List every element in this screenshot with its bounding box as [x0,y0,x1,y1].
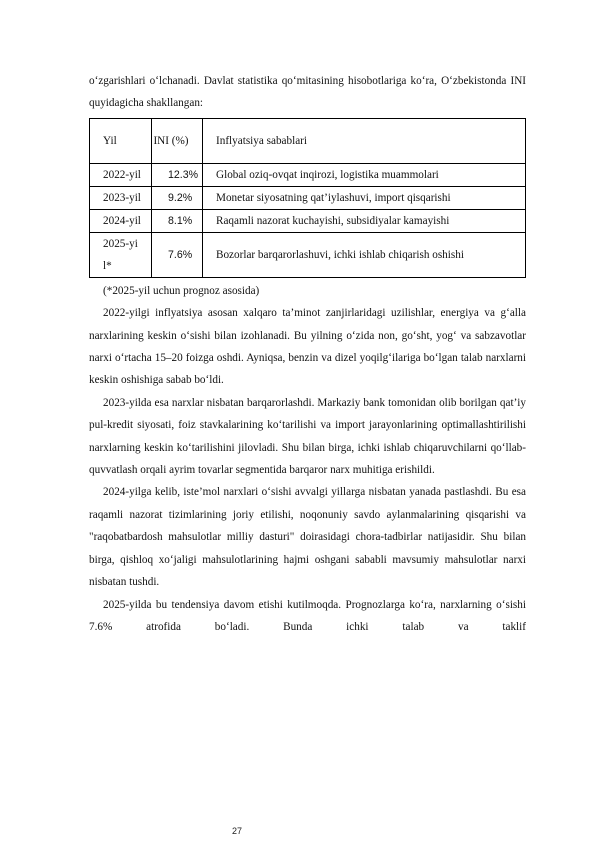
paragraph-2024: 2024-yilga kelib, iste’mol narxlari o‘sishi avvalgi yillarga nisbatan yanada pastlashdi. Bu esa raqamli nazorat tizimlarining joriy etilishi, noqonuniy savdo aylanmalarining qisqarishi va "raqobatbardosh mahsulotlar milliy dasturi" doirasidagi chora-tadbirlar natijasidir. Shu bilan birga, qishloq xo‘jaligi mahsulotlarining hajmi oshgani sababli mavsumiy mahsulotlar narxi nisbatan tushdi. [89,486,526,589]
row-cause: Global oziq-ovqat inqirozi, logistika muammolari [203,163,526,186]
inflation-table [89,118,526,278]
row-year: 2024-yil [90,209,152,232]
row-year: 2022-yil [90,163,152,186]
page-number: 27 [231,826,242,836]
row-value: 8.1% [152,209,203,232]
row-cause: Monetar siyosatning qat’iylashuvi, import qisqarishi [203,186,526,209]
paragraph-2025: 2025-yilda bu tendensiya davom etishi kutilmoqda. Prognozlarga ko‘ra, narxlarning o‘sishi 7.6% atrofida bo‘ladi. Bunda ichki talab va taklif [89,598,526,633]
row-year: 2023-yil [90,186,152,209]
intro-paragraph: o‘zgarishlari o‘lchanadi. Davlat statistika qo‘mitasining hisobotlariga ko‘ra, O‘zbekistonda INI quyidagicha shakllangan: [89,75,526,110]
table-row [90,232,526,277]
header-index: INI (%) [152,118,203,163]
row-value: 7.6% [152,232,203,277]
table-header-row [90,118,526,163]
row-year: 2025-yil* [90,232,152,277]
header-causes: Inflyatsiya sabablari [203,118,526,163]
table-row [90,209,526,232]
paragraph-2022: 2022-yilgi inflyatsiya asosan xalqaro ta’minot zanjirlaridagi uzilishlar, energiya va g‘alla narxlarining keskin o‘sishi bilan izohlanadi. Bu yilning o‘zida non, go‘sht, yog‘ va sabzavotlar narxi o‘rtacha 15–20 foizga oshdi. Ayniqsa, benzin va dizel yoqilg‘ilariga bo‘lgan talab narxlarni keskin oshishiga sabab bo‘ldi. [89,307,526,387]
paragraph-2023: 2023-yilda esa narxlar nisbatan barqarorlashdi. Markaziy bank tomonidan olib borilgan qat’iy pul-kredit siyosati, foiz stavkalarining ko‘tarilishi va import jarayonlarining optimallashtirilishi narxlarning keskin ko‘tarilishini jilovladi. Shu bilan birga, ichki ishlab chiqaruvchilarni qo‘llab-quvvatlash orqali ayrim tovarlar segmentida barqaror narx muhitiga erishildi. [89,396,526,477]
row-value: 12.3% [152,163,203,186]
table-note: (*2025-yil uchun prognoz asosida) [103,284,260,297]
table-row [90,186,526,209]
header-year: Yil [90,118,152,163]
row-cause: Raqamli nazorat kuchayishi, subsidiyalar kamayishi [203,209,526,232]
row-cause: Bozorlar barqarorlashuvi, ichki ishlab chiqarish oshishi [203,232,526,277]
table-row [90,163,526,186]
row-value: 9.2% [152,186,203,209]
document-page [89,70,526,638]
